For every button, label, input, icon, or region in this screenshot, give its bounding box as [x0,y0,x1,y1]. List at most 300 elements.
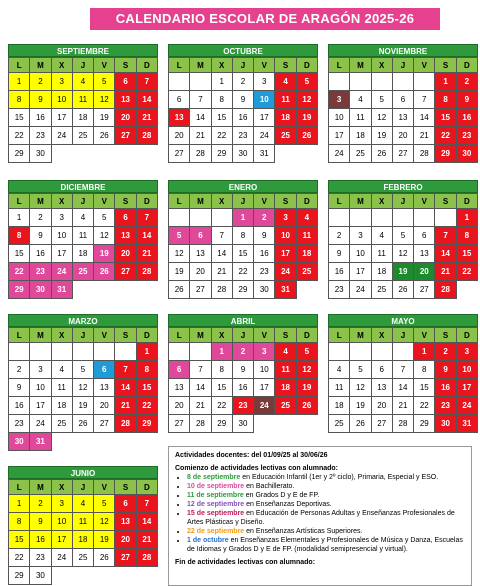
start-date: 11 de septiembre [187,492,244,499]
day-cell: 30 [435,415,456,433]
weekday-label: V [254,194,275,209]
day-cell: 23 [457,127,478,145]
day-cell: 25 [297,263,318,281]
day-cell: 5 [350,361,371,379]
empty-cell [52,343,73,361]
weekday-label: V [414,58,435,73]
day-cell: 7 [190,91,211,109]
weekday-label: V [254,58,275,73]
month-septiembre [8,44,158,163]
notes-box [168,446,472,586]
day-cell: 15 [9,531,30,549]
day-cell: 9 [233,361,254,379]
day-cell: 9 [329,245,350,263]
month-header: MAYO [328,314,478,327]
start-heading: Comienzo de actividades lectivas con alumnado: [175,465,338,472]
day-cell: 28 [190,145,211,163]
day-cell: 28 [414,145,435,163]
day-cell: 6 [169,91,190,109]
empty-cell [329,73,350,91]
day-cell: 25 [372,281,393,299]
day-cell: 25 [350,145,371,163]
weekday-label: L [9,194,30,209]
day-cell: 10 [329,109,350,127]
start-list-item [187,491,465,500]
empty-cell [212,209,233,227]
empty-cell [350,73,371,91]
day-cell: 11 [73,513,94,531]
day-cell: 1 [212,73,233,91]
weekday-label: L [9,328,30,343]
weekday-label: M [30,58,51,73]
day-cell: 22 [9,263,30,281]
day-cell: 12 [393,245,414,263]
day-cell: 8 [212,361,233,379]
day-cell: 10 [254,361,275,379]
day-cell: 3 [52,73,73,91]
day-cell: 20 [372,397,393,415]
day-cell: 7 [137,495,158,513]
day-cell: 9 [30,227,51,245]
day-cell: 25 [73,127,94,145]
day-cell: 19 [393,263,414,281]
day-cell: 16 [30,531,51,549]
weekday-label: V [94,194,115,209]
day-cell: 24 [350,281,371,299]
start-description: en Bachillerato. [244,483,295,490]
day-cell: 6 [115,495,136,513]
weekday-label: D [137,58,158,73]
day-cell: 27 [169,145,190,163]
day-cell: 5 [297,343,318,361]
day-cell: 15 [414,379,435,397]
day-cell: 5 [169,227,190,245]
day-cell: 25 [275,397,296,415]
day-cell: 13 [414,245,435,263]
day-cell: 22 [9,549,30,567]
day-cell: 5 [94,209,115,227]
empty-cell [30,343,51,361]
day-cell: 28 [137,127,158,145]
day-cell: 9 [457,91,478,109]
start-description: en Enseñanzas Artísticas Superiores. [244,528,363,535]
weekday-label: M [350,194,371,209]
day-cell: 29 [9,567,30,585]
day-cell: 13 [372,379,393,397]
weekday-label: S [435,194,456,209]
day-cell: 15 [212,109,233,127]
weekday-label: M [190,328,211,343]
day-cell: 6 [115,209,136,227]
day-cell: 10 [350,245,371,263]
start-list-item [187,482,465,491]
weekday-label: X [52,194,73,209]
empty-cell [414,73,435,91]
day-cell: 3 [457,343,478,361]
day-cell: 29 [212,415,233,433]
day-cell: 7 [137,73,158,91]
day-cell: 6 [393,91,414,109]
page-title: CALENDARIO ESCOLAR DE ARAGÓN 2025-26 [90,8,440,30]
empty-cell [169,209,190,227]
day-cell: 21 [115,397,136,415]
day-cell: 28 [137,549,158,567]
day-cell: 29 [9,145,30,163]
start-description: en Educación Infantil (1er y 2º ciclo), Primaria, Especial y ESO. [240,474,439,481]
day-cell: 8 [9,513,30,531]
day-cell: 28 [115,415,136,433]
start-description: en Educación de Personas Adultas y Enseñanzas Profesionales de Artes Plásticas y Diseño. [187,510,455,526]
day-cell: 2 [435,343,456,361]
weekday-label: M [30,328,51,343]
day-cell: 14 [212,245,233,263]
day-cell: 3 [275,209,296,227]
day-cell: 2 [457,73,478,91]
empty-cell [350,343,371,361]
day-cell: 7 [115,361,136,379]
day-cell: 17 [30,397,51,415]
day-cell: 1 [9,495,30,513]
day-cell: 20 [393,127,414,145]
day-cell: 14 [190,109,211,127]
day-cell: 11 [372,245,393,263]
day-cell: 19 [169,263,190,281]
day-cell: 31 [30,433,51,451]
month-header: ENERO [168,180,318,193]
day-cell: 14 [435,245,456,263]
weekday-label: S [115,480,136,495]
day-cell: 25 [329,415,350,433]
day-cell: 22 [233,263,254,281]
day-cell: 17 [52,531,73,549]
day-cell: 19 [350,397,371,415]
day-cell: 13 [169,109,190,127]
day-cell: 10 [52,91,73,109]
day-cell: 4 [73,209,94,227]
weekday-label: L [169,58,190,73]
day-cell: 19 [94,245,115,263]
empty-cell [372,73,393,91]
day-cell: 8 [137,361,158,379]
day-cell: 30 [30,281,51,299]
start-list [175,473,465,554]
day-cell: 19 [372,127,393,145]
day-cell: 18 [350,127,371,145]
day-cell: 13 [393,109,414,127]
day-cell: 6 [372,361,393,379]
day-cell: 17 [254,379,275,397]
weekday-label: S [275,58,296,73]
day-cell: 16 [254,245,275,263]
day-cell: 3 [52,209,73,227]
day-cell: 23 [30,549,51,567]
day-cell: 24 [52,263,73,281]
day-cell: 26 [169,281,190,299]
weekday-label: L [329,58,350,73]
day-cell: 29 [212,145,233,163]
weekday-label: J [393,194,414,209]
day-cell: 5 [94,73,115,91]
day-cell: 15 [457,245,478,263]
day-cell: 6 [190,227,211,245]
day-cell: 27 [115,263,136,281]
month-header: SEPTIEMBRE [8,44,158,57]
day-cell: 20 [414,263,435,281]
weekday-label: L [9,480,30,495]
day-cell: 12 [94,91,115,109]
day-cell: 24 [275,263,296,281]
empty-cell [190,209,211,227]
day-cell: 17 [254,109,275,127]
weekday-label: V [414,194,435,209]
day-cell: 4 [275,343,296,361]
weekday-label: X [372,328,393,343]
day-cell: 22 [137,397,158,415]
month-marzo [8,314,158,451]
weekday-label: J [393,328,414,343]
day-cell: 4 [73,495,94,513]
day-cell: 7 [393,361,414,379]
day-cell: 29 [435,145,456,163]
empty-cell [115,343,136,361]
day-cell: 20 [190,263,211,281]
weekday-label: D [297,328,318,343]
day-cell: 12 [94,513,115,531]
day-cell: 18 [372,263,393,281]
day-cell: 1 [435,73,456,91]
day-cell: 9 [30,91,51,109]
day-cell: 26 [94,263,115,281]
day-cell: 5 [372,91,393,109]
weekday-label: X [212,328,233,343]
day-cell: 11 [350,109,371,127]
weekday-label: V [414,328,435,343]
day-cell: 23 [254,263,275,281]
start-list-item [187,527,465,536]
day-cell: 17 [52,245,73,263]
day-cell: 6 [414,227,435,245]
day-cell: 26 [73,415,94,433]
weekday-label: M [190,58,211,73]
day-cell: 27 [414,281,435,299]
weekday-label: J [393,58,414,73]
day-cell: 26 [94,549,115,567]
weekday-label: S [435,328,456,343]
day-cell: 18 [275,109,296,127]
day-cell: 20 [115,245,136,263]
day-cell: 10 [254,91,275,109]
day-cell: 23 [30,127,51,145]
day-cell: 12 [350,379,371,397]
day-cell: 30 [457,145,478,163]
day-cell: 12 [297,361,318,379]
month-junio [8,466,158,585]
day-cell: 29 [233,281,254,299]
day-cell: 3 [350,227,371,245]
day-cell: 22 [212,397,233,415]
day-cell: 20 [115,531,136,549]
day-cell: 21 [435,263,456,281]
weekday-label: L [329,328,350,343]
day-cell: 13 [115,513,136,531]
day-cell: 23 [9,415,30,433]
day-cell: 15 [9,109,30,127]
day-cell: 2 [30,495,51,513]
day-cell: 5 [94,495,115,513]
weekday-label: D [137,328,158,343]
day-cell: 28 [435,281,456,299]
start-date: 22 de septiembre [187,528,245,535]
day-cell: 13 [115,227,136,245]
weekday-label: L [169,194,190,209]
day-cell: 11 [275,361,296,379]
weekday-label: M [190,194,211,209]
day-cell: 24 [329,145,350,163]
weekday-label: X [372,58,393,73]
empty-cell [350,209,371,227]
start-list-item [187,500,465,509]
day-cell: 3 [30,361,51,379]
day-cell: 2 [254,209,275,227]
day-cell: 16 [9,397,30,415]
day-cell: 22 [435,127,456,145]
month-noviembre [328,44,478,163]
day-cell: 7 [190,361,211,379]
day-cell: 15 [435,109,456,127]
day-cell: 21 [393,397,414,415]
start-date: 1 de octubre [187,537,229,544]
day-cell: 11 [73,227,94,245]
day-cell: 14 [414,109,435,127]
notes-heading: Actividades docentes: del 01/09/25 al 30/06/26 [175,452,328,459]
day-cell: 22 [212,127,233,145]
day-cell: 4 [329,361,350,379]
day-cell: 8 [9,91,30,109]
day-cell: 23 [30,263,51,281]
day-cell: 23 [233,127,254,145]
day-cell: 9 [9,379,30,397]
day-cell: 30 [233,415,254,433]
day-cell: 21 [190,127,211,145]
day-cell: 2 [9,361,30,379]
weekday-label: L [169,328,190,343]
day-cell: 6 [169,361,190,379]
weekday-label: S [115,58,136,73]
month-abril [168,314,318,433]
day-cell: 26 [372,145,393,163]
weekday-label: J [73,480,94,495]
day-cell: 31 [254,145,275,163]
weekday-label: X [52,480,73,495]
day-cell: 21 [137,531,158,549]
day-cell: 18 [73,245,94,263]
day-cell: 17 [457,379,478,397]
day-cell: 24 [457,397,478,415]
day-cell: 10 [30,379,51,397]
day-cell: 11 [297,227,318,245]
weekday-label: M [30,480,51,495]
weekday-label: M [350,328,371,343]
day-cell: 11 [52,379,73,397]
day-cell: 9 [435,361,456,379]
day-cell: 4 [275,73,296,91]
day-cell: 17 [329,127,350,145]
weekday-label: D [137,194,158,209]
weekday-label: X [372,194,393,209]
weekday-label: J [73,328,94,343]
day-cell: 13 [115,91,136,109]
empty-cell [169,73,190,91]
weekday-label: J [73,194,94,209]
day-cell: 15 [9,245,30,263]
day-cell: 3 [329,91,350,109]
weekday-label: S [275,194,296,209]
day-cell: 18 [329,397,350,415]
day-cell: 8 [233,227,254,245]
day-cell: 2 [233,343,254,361]
day-cell: 30 [30,145,51,163]
day-cell: 12 [94,227,115,245]
start-date: 8 de septiembre [187,474,241,481]
day-cell: 18 [297,245,318,263]
day-cell: 26 [393,281,414,299]
month-header: OCTUBRE [168,44,318,57]
day-cell: 28 [212,281,233,299]
day-cell: 17 [52,109,73,127]
day-cell: 30 [254,281,275,299]
day-cell: 30 [233,145,254,163]
weekday-label: D [457,328,478,343]
day-cell: 14 [137,227,158,245]
day-cell: 29 [9,281,30,299]
day-cell: 23 [329,281,350,299]
day-cell: 21 [190,397,211,415]
weekday-label: V [94,328,115,343]
day-cell: 25 [73,263,94,281]
day-cell: 7 [435,227,456,245]
day-cell: 12 [372,109,393,127]
day-cell: 16 [233,109,254,127]
day-cell: 14 [137,91,158,109]
day-cell: 20 [94,397,115,415]
day-cell: 15 [137,379,158,397]
day-cell: 1 [137,343,158,361]
day-cell: 4 [73,73,94,91]
day-cell: 10 [275,227,296,245]
day-cell: 31 [457,415,478,433]
day-cell: 10 [52,227,73,245]
day-cell: 30 [30,567,51,585]
day-cell: 8 [435,91,456,109]
weekday-label: X [212,194,233,209]
day-cell: 12 [73,379,94,397]
day-cell: 23 [233,397,254,415]
day-cell: 6 [115,73,136,91]
month-header: ABRIL [168,314,318,327]
day-cell: 10 [457,361,478,379]
end-heading: Fin de actividades lectivas con alumnado: [175,559,316,566]
day-cell: 10 [52,513,73,531]
day-cell: 18 [275,379,296,397]
day-cell: 5 [393,227,414,245]
day-cell: 14 [137,513,158,531]
day-cell: 28 [190,415,211,433]
weekday-label: J [233,328,254,343]
weekday-label: X [212,58,233,73]
empty-cell [393,73,414,91]
day-cell: 9 [254,227,275,245]
day-cell: 9 [30,513,51,531]
